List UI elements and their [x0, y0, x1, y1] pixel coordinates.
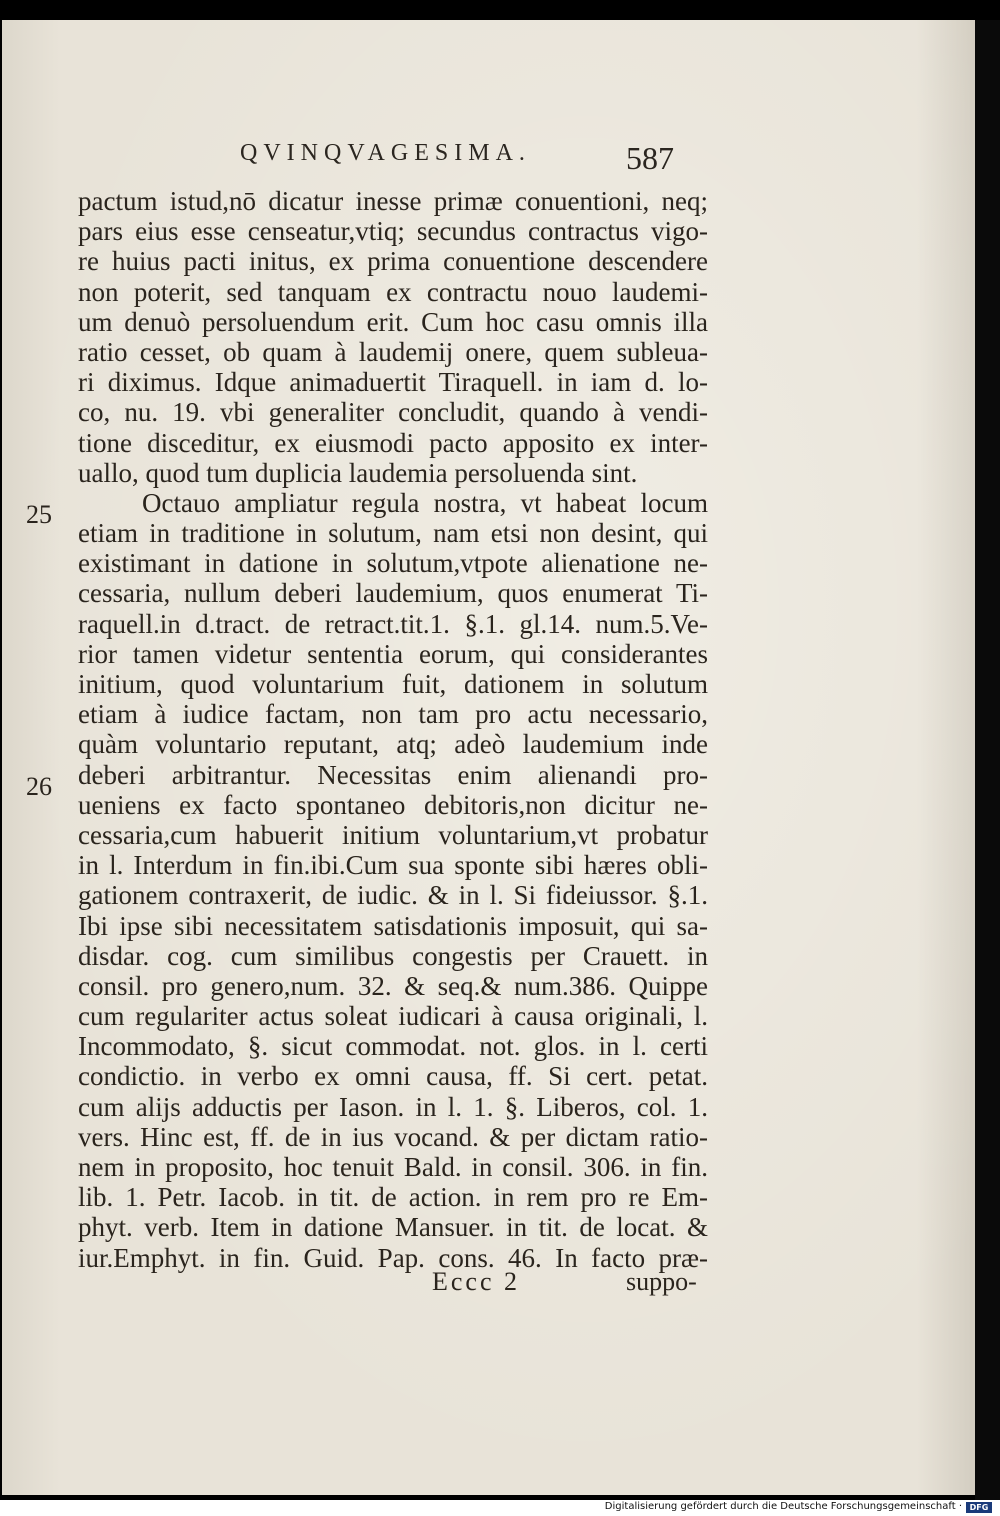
text-line: tione disceditur, ex eiusmodi pacto apposito ex inter-	[78, 427, 708, 458]
text-line: lib. 1. Petr. Iacob. in tit. de action. in rem pro re Em-	[78, 1182, 708, 1213]
text-line: nem in proposito, hoc tenuit Bald. in consil. 306. in fin.	[78, 1152, 708, 1182]
text-line: rior tamen videtur sententia eorum, qui considerantes	[78, 638, 708, 669]
text-line: consil. pro genero,num. 32. & seq.& num.386. Quippe	[78, 970, 708, 1001]
margin-number-26: 26	[26, 772, 52, 801]
running-title: QVINQVAGESIMA.	[240, 140, 531, 166]
text-line: phyt. verb. Item in datione Mansuer. in tit. de locat. &	[78, 1212, 708, 1243]
text-line: cessaria,cum habuerit initium voluntarium,vt probatur	[78, 819, 708, 850]
text-line: cessaria, nullum deberi laudemium, quos enumerat Ti-	[78, 578, 708, 609]
text-line: disdar. cog. cum similibus congestis per Crauett. in	[78, 940, 708, 971]
text-line: pactum istud,nō dicatur inesse primæ conuentioni, neq;	[78, 186, 708, 216]
catchword: suppo-	[626, 1267, 697, 1296]
text-line: Octauo ampliatur regula nostra, vt habeat locum	[142, 487, 708, 518]
text-line: iur.Emphyt. in fin. Guid. Pap. cons. 46. In facto præ-	[78, 1242, 708, 1273]
text-line: re huius pacti initus, ex prima conuentione descendere	[78, 246, 708, 277]
text-line: uallo, quod tum duplicia laudemia persoluenda sint.	[78, 457, 638, 488]
page-number: 587	[626, 140, 674, 176]
dfg-logo-icon: DFG	[966, 1502, 992, 1513]
text-line: raquell.in d.tract. de retract.tit.1. §.1. gl.14. num.5.Ve-	[78, 608, 708, 639]
text-line: um denuò persoluendum erit. Cum hoc casu omnis illa	[78, 306, 708, 337]
text-line: non poterit, sed tanquam ex contractu nouo laudemi-	[78, 276, 708, 307]
text-line: etiam à iudice factam, non tam pro actu necessario,	[78, 699, 708, 730]
text-line: cum regulariter actus soleat iudicari à causa originali, l.	[78, 1001, 708, 1032]
text-line: existimant in datione in solutum,vtpote alienatione ne-	[78, 548, 708, 579]
text-line: ri diximus. Idque animaduertit Tiraquell. in iam d. lo-	[78, 367, 708, 398]
text-line: ueniens ex facto spontaneo debitoris,non dicitur ne-	[78, 789, 708, 820]
text-line: quàm voluntario reputant, atq; adeò laudemium inde	[78, 729, 708, 760]
text-line: cum alijs adductis per Iason. in l. 1. §. Liberos, col. 1.	[78, 1091, 708, 1122]
credit-text: Digitalisierung gefördert durch die Deutsche Forschungsgemeinschaft ·	[604, 1501, 962, 1512]
book-edge	[975, 20, 1000, 1500]
text-line: deberi arbitrantur. Necessitas enim alienandi pro-	[78, 759, 708, 790]
signature-mark: Eccc 2	[432, 1267, 521, 1296]
text-line: Incommodato, §. sicut commodat. not. glos. in l. certi	[78, 1031, 708, 1062]
text-line: ratio cesset, ob quam à laudemij onere, quem subleua-	[78, 336, 708, 367]
text-line: in l. Interdum in fin.ibi.Cum sua sponte sibi hæres obli-	[78, 850, 708, 881]
text-line: condictio. in verbo ex omni causa, ff. Si cert. petat.	[78, 1061, 708, 1092]
text-line: Ibi ipse sibi necessitatem satisdationis imposuit, qui sa-	[78, 910, 708, 941]
text-line: vers. Hinc est, ff. de in ius vocand. & per dictam ratio-	[78, 1121, 708, 1152]
margin-number-25: 25	[26, 500, 52, 529]
body-text-block	[78, 186, 708, 1273]
text-line: pars eius esse censeatur,vtiq; secundus contractus vigo-	[78, 216, 708, 247]
text-line: gationem contraxerit, de iudic. & in l. Si fideiussor. §.1.	[78, 880, 708, 911]
text-line: initium, quod voluntarium fuit, dationem in solutum	[78, 669, 708, 699]
text-line: co, nu. 19. vbi generaliter concludit, quando à vendi-	[78, 397, 708, 428]
text-line: etiam in traditione in solutum, nam etsi non desint, qui	[78, 518, 708, 549]
